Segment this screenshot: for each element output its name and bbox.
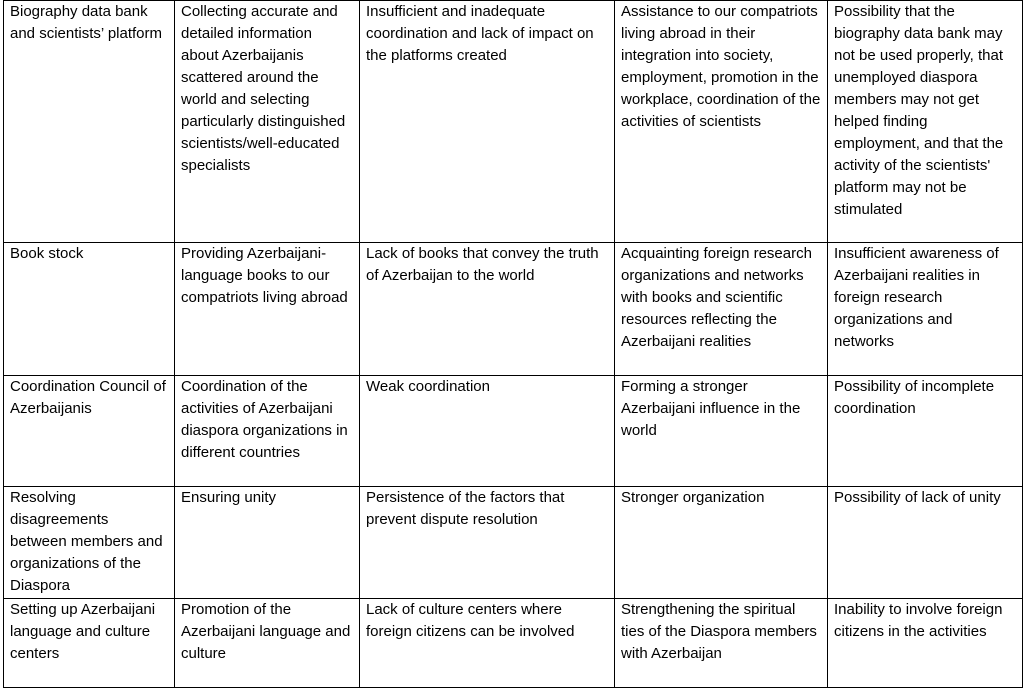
table-cell: Assistance to our compatriots living abroad in their integration into society, employment, promotion in the workplace, coordination of the activities of scientists (615, 1, 828, 243)
table-cell: Promotion of the Azerbaijani language and culture (175, 599, 360, 688)
table-cell: Coordination of the activities of Azerbaijani diaspora organizations in different countries (175, 376, 360, 487)
table-cell: Possibility that the biography data bank may not be used properly, that unemployed diaspora members may not get helped finding employment, and that the activity of the scientists' platform may not be stimulated (828, 1, 1023, 243)
table-cell: Ensuring unity (175, 487, 360, 599)
table-cell: Resolving disagreements between members and organizations of the Diaspora (4, 487, 175, 599)
table-cell: Lack of culture centers where foreign citizens can be involved (360, 599, 615, 688)
table-cell: Acquainting foreign research organizations and networks with books and scientific resources reflecting the Azerbaijani realities (615, 243, 828, 376)
table-row (4, 243, 1023, 376)
table-cell: Lack of books that convey the truth of Azerbaijan to the world (360, 243, 615, 376)
table-cell: Possibility of incomplete coordination (828, 376, 1023, 487)
table-cell: Insufficient awareness of Azerbaijani realities in foreign research organizations and networks (828, 243, 1023, 376)
table-cell: Inability to involve foreign citizens in the activities (828, 599, 1023, 688)
table-row (4, 1, 1023, 243)
table-cell: Forming a stronger Azerbaijani influence in the world (615, 376, 828, 487)
table-cell: Strengthening the spiritual ties of the Diaspora members with Azerbaijan (615, 599, 828, 688)
table-cell: Collecting accurate and detailed information about Azerbaijanis scattered around the world and selecting particularly distinguished scientists/well-educated specialists (175, 1, 360, 243)
table-cell: Possibility of lack of unity (828, 487, 1023, 599)
table-cell: Setting up Azerbaijani language and culture centers (4, 599, 175, 688)
table-row (4, 487, 1023, 599)
table-cell: Biography data bank and scientists’ platform (4, 1, 175, 243)
table-cell: Providing Azerbaijani-language books to our compatriots living abroad (175, 243, 360, 376)
table-row (4, 376, 1023, 487)
table-cell: Coordination Council of Azerbaijanis (4, 376, 175, 487)
table-row (4, 599, 1023, 688)
table-cell: Insufficient and inadequate coordination and lack of impact on the platforms created (360, 1, 615, 243)
table-cell: Book stock (4, 243, 175, 376)
swot-table (3, 0, 1023, 688)
table-cell: Stronger organization (615, 487, 828, 599)
table-cell: Persistence of the factors that prevent dispute resolution (360, 487, 615, 599)
table-cell: Weak coordination (360, 376, 615, 487)
